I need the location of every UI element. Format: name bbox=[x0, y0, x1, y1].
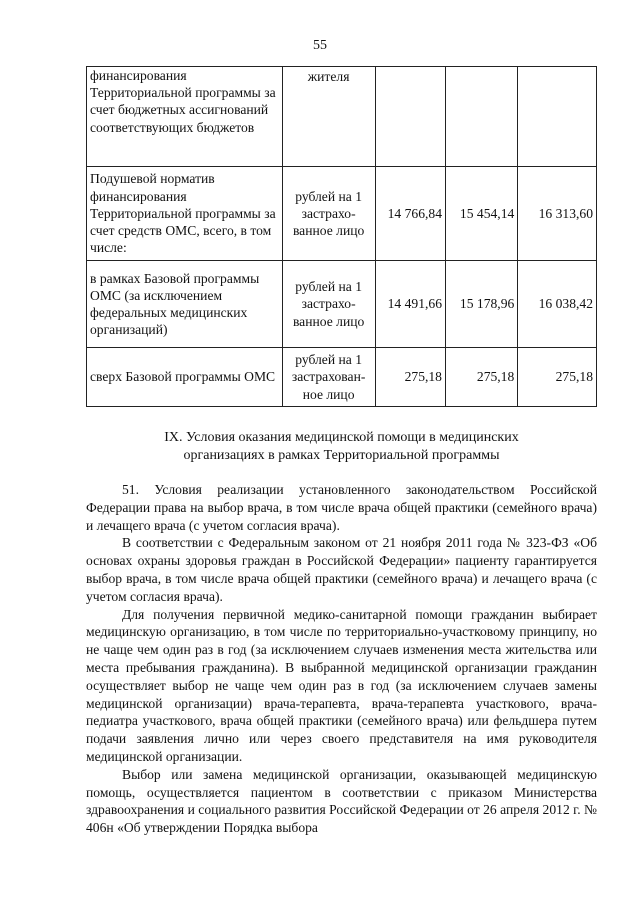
table-row bbox=[87, 167, 597, 261]
paragraph: В соответствии с Федеральным законом от 21 ноября 2011 года № 323-ФЗ «Об основах охраны здоровья граждан в Российской Федерации» пациенту гарантируется выбор врача, в том числе врача общей практики (семейного врача) и лечащего врача (с учетом согласия врача). bbox=[86, 535, 597, 604]
row-unit: рублей на 1 застрахован-ное лицо bbox=[282, 348, 375, 407]
row-value-col3 bbox=[518, 67, 597, 167]
row-label: сверх Базовой программы ОМС bbox=[87, 348, 283, 407]
paragraph: Для получения первичной медико-санитарной помощи гражданин выбирает медицинскую организацию, в том числе по территориально-участковому принципу, но не чаще чем один раз в год (за исключением случаев изменения места жительства или места пребывания гражданина). В выбранной медицинской организации гражданин осуществляет выбор не чаще чем один раз в год (за исключением случаев замены медицинской организации) врача-терапевта, врача-терапевта участкового, врача-педиатра участкового, врача общей практики (семейного врача) или фельдшера путем подачи заявления лично или через своего представителя на имя руководителя медицинской организации. bbox=[86, 606, 597, 764]
page-number: 55 bbox=[313, 38, 327, 53]
row-unit: жителя bbox=[282, 67, 375, 167]
financing-norms-table bbox=[86, 66, 597, 407]
row-value-col2: 15 178,96 bbox=[445, 261, 517, 348]
section-heading bbox=[86, 429, 597, 465]
row-label: в рамках Базовой программы ОМС (за исключением федеральных медицинских организаций) bbox=[87, 261, 283, 348]
row-value-col3: 275,18 bbox=[518, 348, 597, 407]
row-label: Подушевой норматив финансирования Территориальной программы за счет средств ОМС, всего, в том числе: bbox=[87, 167, 283, 261]
row-value-col1: 14 491,66 bbox=[375, 261, 445, 348]
body-text bbox=[86, 481, 597, 837]
row-value-col2: 275,18 bbox=[445, 348, 517, 407]
row-value-col3: 16 038,42 bbox=[518, 261, 597, 348]
row-value-col1 bbox=[375, 67, 445, 167]
section-heading-line: организациях в рамках Территориальной программы bbox=[183, 448, 500, 463]
row-value-col3: 16 313,60 bbox=[518, 167, 597, 261]
section-heading-line: IX. Условия оказания медицинской помощи в медицинских bbox=[164, 430, 519, 445]
row-value-col2 bbox=[445, 67, 517, 167]
table-row bbox=[87, 348, 597, 407]
row-value-col1: 14 766,84 bbox=[375, 167, 445, 261]
table-row bbox=[87, 67, 597, 167]
row-label: финансирования Территориальной программы за счет бюджетных ассигнований соответствующих бюджетов bbox=[87, 67, 283, 167]
paragraph: Выбор или замена медицинской организации, оказывающей медицинскую помощь, осуществляется пациентом в соответствии с приказом Министерства здравоохранения и социального развития Российской Федерации от 26 апреля 2012 г. № 406н «Об утверждении Порядка выбора bbox=[86, 766, 597, 836]
paragraph: 51. Условия реализации установленного законодательством Российской Федерации права на выбор врача, в том числе врача общей практики (семейного врача) и лечащего врача (с учетом согласия врача). bbox=[86, 482, 597, 533]
row-value-col2: 15 454,14 bbox=[445, 167, 517, 261]
row-unit: рублей на 1 застрахо-ванное лицо bbox=[282, 261, 375, 348]
row-value-col1: 275,18 bbox=[375, 348, 445, 407]
row-unit: рублей на 1 застрахо-ванное лицо bbox=[282, 167, 375, 261]
table-row bbox=[87, 261, 597, 348]
